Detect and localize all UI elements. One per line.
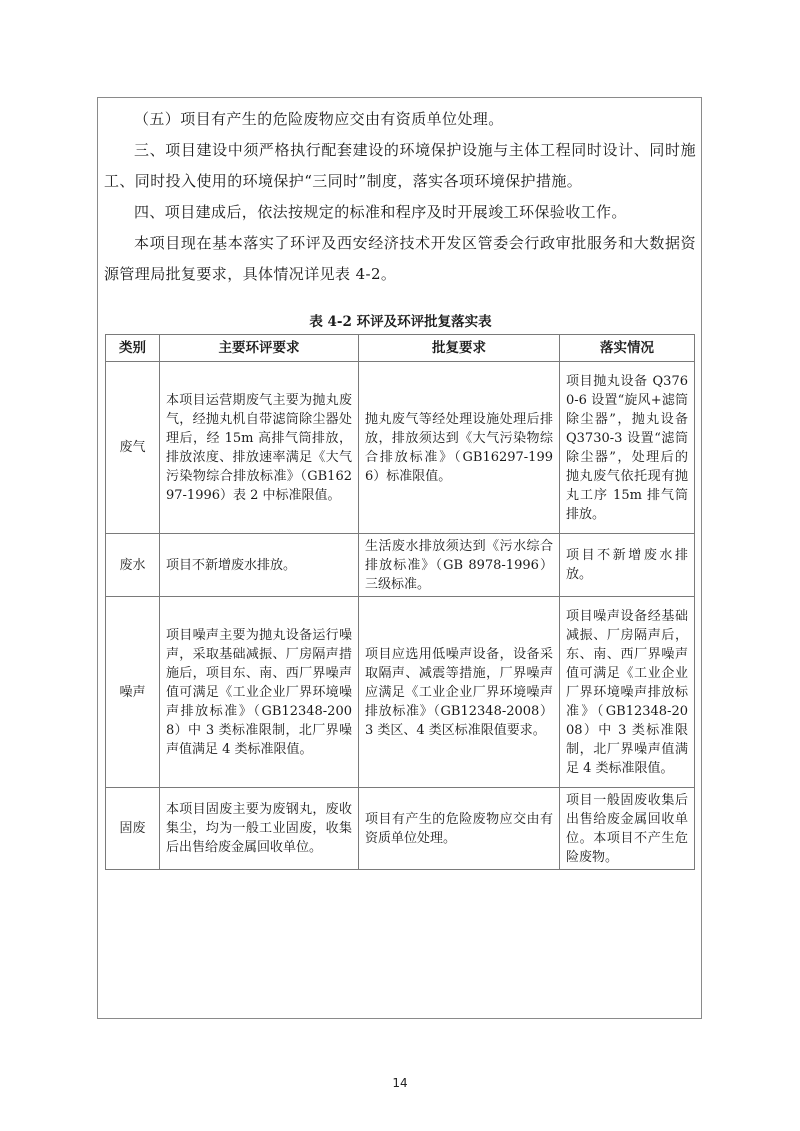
table-row	[106, 788, 695, 870]
page-number: 14	[392, 1076, 408, 1090]
cell-category: 固废	[106, 788, 160, 870]
cell-implementation: 项目一般固废收集后出售给废金属回收单位。本项目不产生危险废物。	[560, 788, 695, 870]
table-header-row	[106, 335, 695, 362]
cell-approval: 项目有产生的危险废物应交由有资质单位处理。	[359, 788, 560, 870]
cell-eia: 本项目固废主要为废钢丸，废收集尘，均为一般工业固废，收集后出售给废金属回收单位。	[160, 788, 359, 870]
cell-eia: 项目不新增废水排放。	[160, 534, 359, 597]
cell-approval: 项目应选用低噪声设备，设备采取隔声、减震等措施，厂界噪声应满足《工业企业厂界环境噪声排放标准》（GB12348-2008）3 类区、4 类区标准限值要求。	[359, 597, 560, 788]
paragraph-item-5: （五）项目有产生的危险废物应交由有资质单位处理。	[134, 110, 504, 128]
paragraph-three-simultaneous: 三、项目建设中须严格执行配套建设的环境保护设施与主体工程同时设计、同时施工、同时投入使用的环境保护“三同时”制度，落实各项环境保护措施。	[104, 141, 696, 190]
cell-eia: 本项目运营期废气主要为抛丸废气，经抛丸机自带滤筒除尘器处理后，经 15m 高排气筒排放，排放浓度、排放速率满足《大气污染物综合排放标准》（GB16297-1996）表 2 中标准限值。	[160, 362, 359, 534]
table-row	[106, 597, 695, 788]
cell-category: 废气	[106, 362, 160, 534]
header-approval-requirements: 批复要求	[359, 335, 560, 362]
cell-implementation: 项目噪声设备经基础减振、厂房隔声后，东、南、西厂界噪声值可满足《工业企业厂界环境噪声排放标准》（GB12348-2008）中 3 类标准限制，北厂界噪声值满足 4 类标准限值。	[560, 597, 695, 788]
paragraph-acceptance: 四、项目建成后，依法按规定的标准和程序及时开展竣工环保验收工作。	[134, 203, 627, 221]
page-frame	[97, 97, 702, 1019]
cell-implementation: 项目不新增废水排放。	[560, 534, 695, 597]
cell-category: 废水	[106, 534, 160, 597]
header-implementation: 落实情况	[560, 335, 695, 362]
cell-category: 噪声	[106, 597, 160, 788]
cell-approval: 生活废水排放须达到《污水综合排放标准》（GB 8978-1996）三级标准。	[359, 534, 560, 597]
header-category: 类别	[106, 335, 160, 362]
table-row	[106, 362, 695, 534]
cell-implementation: 项目抛丸设备 Q3760-6 设置“旋风+滤筒除尘器”，抛丸设备 Q3730-3 设置“滤筒除尘器”，处理后的抛丸废气依托现有抛丸工序 15m 排气筒排放。	[560, 362, 695, 534]
table-row	[106, 534, 695, 597]
eia-implementation-table	[105, 334, 695, 870]
cell-eia: 项目噪声主要为抛丸设备运行噪声，采取基础减振、厂房隔声措施后，项目东、南、西厂界噪声值可满足《工业企业厂界环境噪声排放标准》（GB12348-2008）中 3 类标准限制，北厂界噪声值满足 4 类标准限值。	[160, 597, 359, 788]
table-caption: 表 4-2 环评及环评批复落实表	[309, 314, 492, 330]
cell-approval: 抛丸废气等经处理设施处理后排放，排放须达到《大气污染物综合排放标准》（GB16297-1996）标准限值。	[359, 362, 560, 534]
paragraph-implementation-summary: 本项目现在基本落实了环评及西安经济技术开发区管委会行政审批服务和大数据资源管理局批复要求，具体情况详见表 4-2。	[104, 234, 696, 283]
header-eia-requirements: 主要环评要求	[160, 335, 359, 362]
